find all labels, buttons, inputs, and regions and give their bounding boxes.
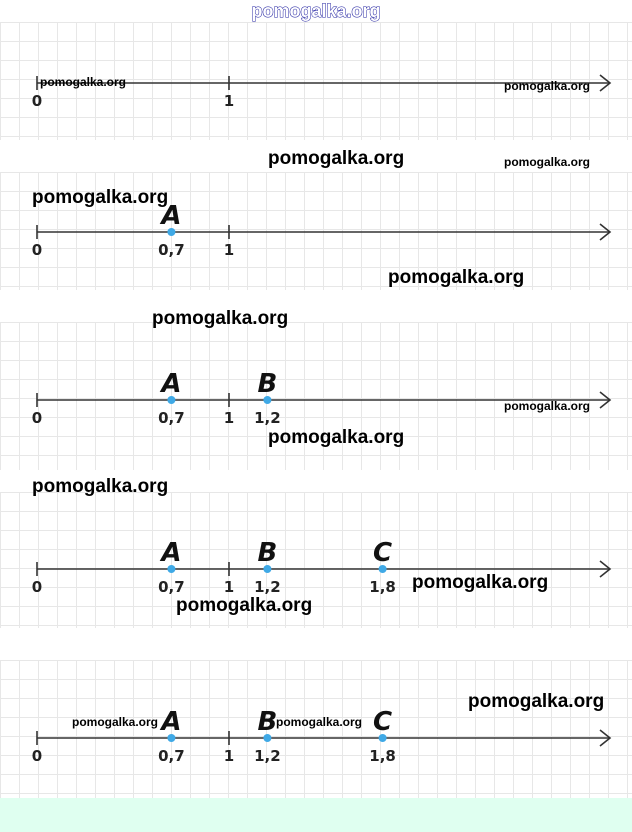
point-value-label: 0,7 xyxy=(158,747,185,765)
tick-label: 0 xyxy=(31,241,43,259)
watermark: pomogalka.org xyxy=(32,187,169,208)
point-name: B xyxy=(257,538,278,568)
point-name: A xyxy=(161,707,182,737)
watermark: pomogalka.org xyxy=(504,399,591,413)
watermark: pomogalka.org xyxy=(268,427,405,448)
point-value-label: 1,8 xyxy=(369,578,396,596)
point-name: B xyxy=(257,369,278,399)
tick-label: 1 xyxy=(223,578,235,596)
point-value-label: 1,2 xyxy=(254,747,281,765)
footer-strip xyxy=(0,798,632,832)
point-name: B xyxy=(257,707,278,737)
watermark: pomogalka.org xyxy=(468,691,605,712)
point-name: C xyxy=(373,707,393,737)
watermark: pomogalka.org xyxy=(388,267,525,288)
point-value-label: 0,7 xyxy=(158,578,185,596)
point-name: A xyxy=(161,369,182,399)
number-line-panel-5 xyxy=(0,660,632,798)
point-name: A xyxy=(161,538,182,568)
tick-label: 0 xyxy=(31,578,43,596)
point-value-label: 0,7 xyxy=(158,409,185,427)
number-line-5 xyxy=(0,660,632,798)
tick-label: 1 xyxy=(223,92,235,110)
tick-label: 1 xyxy=(223,409,235,427)
watermark: pomogalka.org xyxy=(276,715,363,729)
tick-label: 0 xyxy=(31,92,43,110)
watermark: pomogalka.org xyxy=(176,595,313,616)
header-watermark: pomogalka.org xyxy=(251,1,381,21)
tick-label: 1 xyxy=(223,241,235,259)
point-value-label: 0,7 xyxy=(158,241,185,259)
point-name: C xyxy=(373,538,393,568)
watermark: pomogalka.org xyxy=(504,79,591,93)
watermark: pomogalka.org xyxy=(40,75,127,89)
point-name: A xyxy=(161,201,182,231)
point-value-label: 1,8 xyxy=(369,747,396,765)
watermark: pomogalka.org xyxy=(504,155,591,169)
number-line-panel-4 xyxy=(0,492,632,628)
number-line-panel-1 xyxy=(0,22,632,140)
watermark: pomogalka.org xyxy=(152,308,289,329)
tick-label: 0 xyxy=(31,747,43,765)
watermark: pomogalka.org xyxy=(32,476,169,497)
tick-label: 0 xyxy=(31,409,43,427)
tick-label: 1 xyxy=(223,747,235,765)
point-value-label: 1,2 xyxy=(254,578,281,596)
watermark: pomogalka.org xyxy=(412,572,549,593)
point-value-label: 1,2 xyxy=(254,409,281,427)
watermark: pomogalka.org xyxy=(72,715,159,729)
number-line-4 xyxy=(0,492,632,628)
watermark: pomogalka.org xyxy=(268,148,405,169)
